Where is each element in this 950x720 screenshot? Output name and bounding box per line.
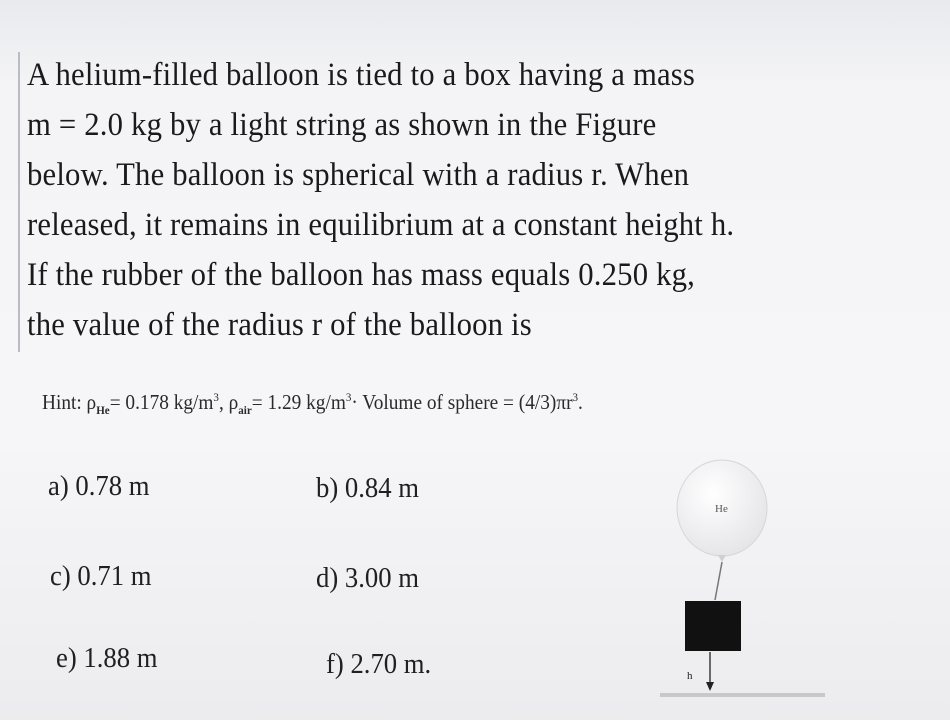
he-subscript: He xyxy=(96,403,110,418)
left-border-line xyxy=(18,52,20,352)
air-subscript: air xyxy=(238,403,252,418)
option-e[interactable]: e) 1.88 m xyxy=(56,642,158,674)
question-line-1: A helium-filled balloon is tied to a box having a mass xyxy=(27,57,696,93)
balloon-knot xyxy=(718,555,726,562)
question-text xyxy=(27,50,864,350)
option-a[interactable]: a) 0.78 m xyxy=(48,470,150,502)
string xyxy=(715,562,722,600)
option-b[interactable]: b) 0.84 m xyxy=(316,472,420,504)
option-c[interactable]: c) 0.71 m xyxy=(50,560,152,592)
volume-formula: · Volume of sphere = (4/3)πr xyxy=(351,390,573,414)
air-density: = 1.29 kg/m xyxy=(251,390,346,414)
cube-exponent: 3 xyxy=(572,390,579,404)
balloon-box-figure xyxy=(660,450,840,710)
helium-density: = 0.178 kg/m xyxy=(109,390,214,414)
question-line-6: the value of the radius r of the balloon is xyxy=(27,307,532,343)
balloon-label: He xyxy=(715,503,728,515)
rho-symbol: ρ xyxy=(228,390,239,414)
height-arrow-head xyxy=(706,682,714,691)
question-line-5: If the rubber of the balloon has mass equals 0.250 kg, xyxy=(27,257,696,293)
question-line-3: below. The balloon is spherical with a radius r. When xyxy=(27,157,690,193)
question-line-4: released, it remains in equilibrium at a constant height h. xyxy=(27,207,735,243)
hint-end: . xyxy=(578,390,583,414)
rho-symbol: ρ xyxy=(86,390,97,414)
hint-prefix: Hint: xyxy=(42,390,87,414)
option-f[interactable]: f) 2.70 m. xyxy=(326,648,432,680)
question-line-2: m = 2.0 kg by a light string as shown in the Figure xyxy=(27,107,657,143)
height-label: h xyxy=(687,670,693,682)
hint-text xyxy=(42,390,796,418)
hint-separator: , xyxy=(218,390,229,414)
box xyxy=(685,601,741,651)
cube-exponent: 3 xyxy=(213,390,219,404)
option-d[interactable]: d) 3.00 m xyxy=(316,562,420,594)
ground-line xyxy=(660,693,825,697)
cube-exponent: 3 xyxy=(345,390,352,404)
